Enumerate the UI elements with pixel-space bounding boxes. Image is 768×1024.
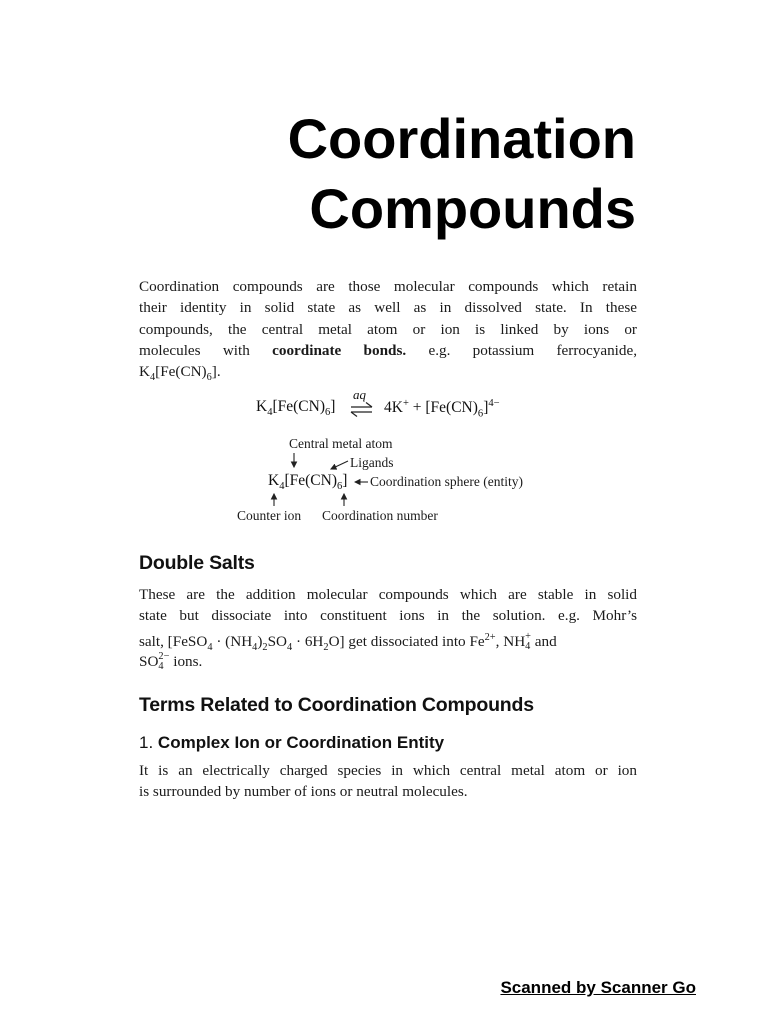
intro-line-3: compounds, the central metal atom or ion is linked by ions or (139, 320, 637, 338)
page-title-line-1: Coordination (287, 107, 636, 170)
formula-text: ] (342, 472, 348, 489)
intro-line-2: their identity in solid state as well as in dissolved state. In these (139, 299, 637, 317)
formula-text: ]. (211, 363, 221, 381)
formula-text: salt, [FeSO (139, 632, 208, 650)
label-ligands: Ligands (350, 455, 394, 470)
double-salts-line-3 (139, 627, 637, 653)
formula-text: ] (483, 399, 489, 417)
scanner-watermark: Scanned by Scanner Go (500, 978, 696, 997)
label-central-metal-atom: Central metal atom (289, 436, 393, 451)
subscript: 2 (262, 641, 268, 653)
formula-text: 4K (384, 399, 403, 417)
sulfate-scripts (158, 652, 169, 673)
term-1-line-2: is surrounded by number of ions or neutral molecules. (139, 783, 468, 801)
subscript: 2 (323, 641, 329, 653)
subscript: 4 (207, 641, 213, 653)
formula-text: ] (330, 398, 336, 415)
formula-text: SO (267, 632, 287, 650)
coordinate-bonds-term: coordinate bonds. (272, 341, 407, 359)
ligands-arrow (331, 461, 348, 469)
superscript: + (402, 398, 409, 409)
subscript: 6 (325, 407, 331, 419)
term-1-heading (139, 733, 444, 753)
formula-text: + [Fe(CN) (408, 399, 478, 417)
intro-line-4-pre: molecules with (139, 341, 250, 359)
formula-text: [Fe(CN) (284, 472, 337, 489)
formula-text: ions. (169, 652, 203, 670)
superscript: 2+ (484, 631, 496, 643)
superscript: 2− (158, 651, 170, 663)
aqueous-condition: aq (353, 387, 366, 402)
subscript: 6 (337, 481, 343, 493)
terms-heading: Terms Related to Coordination Compounds (139, 694, 534, 716)
subscript: 4 (525, 641, 531, 653)
double-salts-line-1: These are the addition molecular compounds which are stable in solid (139, 586, 637, 603)
intro-line-4-post: e.g. potassium ferrocyanide, (428, 341, 637, 359)
double-salts-line-2: state but dissociate into constituent ions in the solution. e.g. Mohr’s (139, 607, 637, 625)
label-coordination-number: Coordination number (322, 508, 438, 523)
subscript: 6 (206, 372, 212, 384)
term-1-paragraph (139, 760, 637, 803)
label-counter-ion: Counter ion (237, 508, 302, 523)
superscript: + (525, 630, 531, 642)
label-coordination-sphere: Coordination sphere (entity) (370, 474, 523, 489)
subscript: 4 (279, 481, 285, 493)
formula-text: [Fe(CN) (155, 363, 207, 381)
page-title-line-2: Compounds (309, 177, 636, 240)
formula-text: · 6H (292, 632, 324, 650)
subscript: 6 (477, 408, 484, 420)
subscript: 4 (252, 641, 258, 653)
term-1-line-1: It is an electrically charged species in which central metal atom or ion (139, 762, 637, 779)
formula-text: SO (139, 652, 159, 670)
double-salts-paragraph (139, 584, 637, 672)
formula-text: · (NH (212, 632, 253, 650)
subscript: 4 (267, 407, 273, 419)
subscript: 4 (287, 641, 293, 653)
formula-text: O] get dissociated into Fe (328, 632, 485, 650)
formula-text: and (531, 632, 557, 650)
formula-text: ) (257, 632, 263, 650)
formula-text: K (268, 472, 280, 489)
double-salts-heading: Double Salts (139, 552, 255, 574)
formula-text: [Fe(CN) (272, 398, 325, 415)
formula-text: K (139, 363, 150, 381)
superscript: 4− (488, 398, 500, 409)
formula-text: , NH (495, 632, 526, 650)
term-1-number: 1. (139, 733, 154, 752)
intro-line-1: Coordination compounds are those molecular compounds which retain (139, 278, 637, 295)
subscript: 4 (149, 372, 156, 384)
term-1-title: Complex Ion or Coordination Entity (157, 733, 445, 752)
subscript: 4 (158, 661, 164, 673)
formula-text: K (256, 398, 268, 415)
double-salts-line-4 (139, 651, 637, 672)
